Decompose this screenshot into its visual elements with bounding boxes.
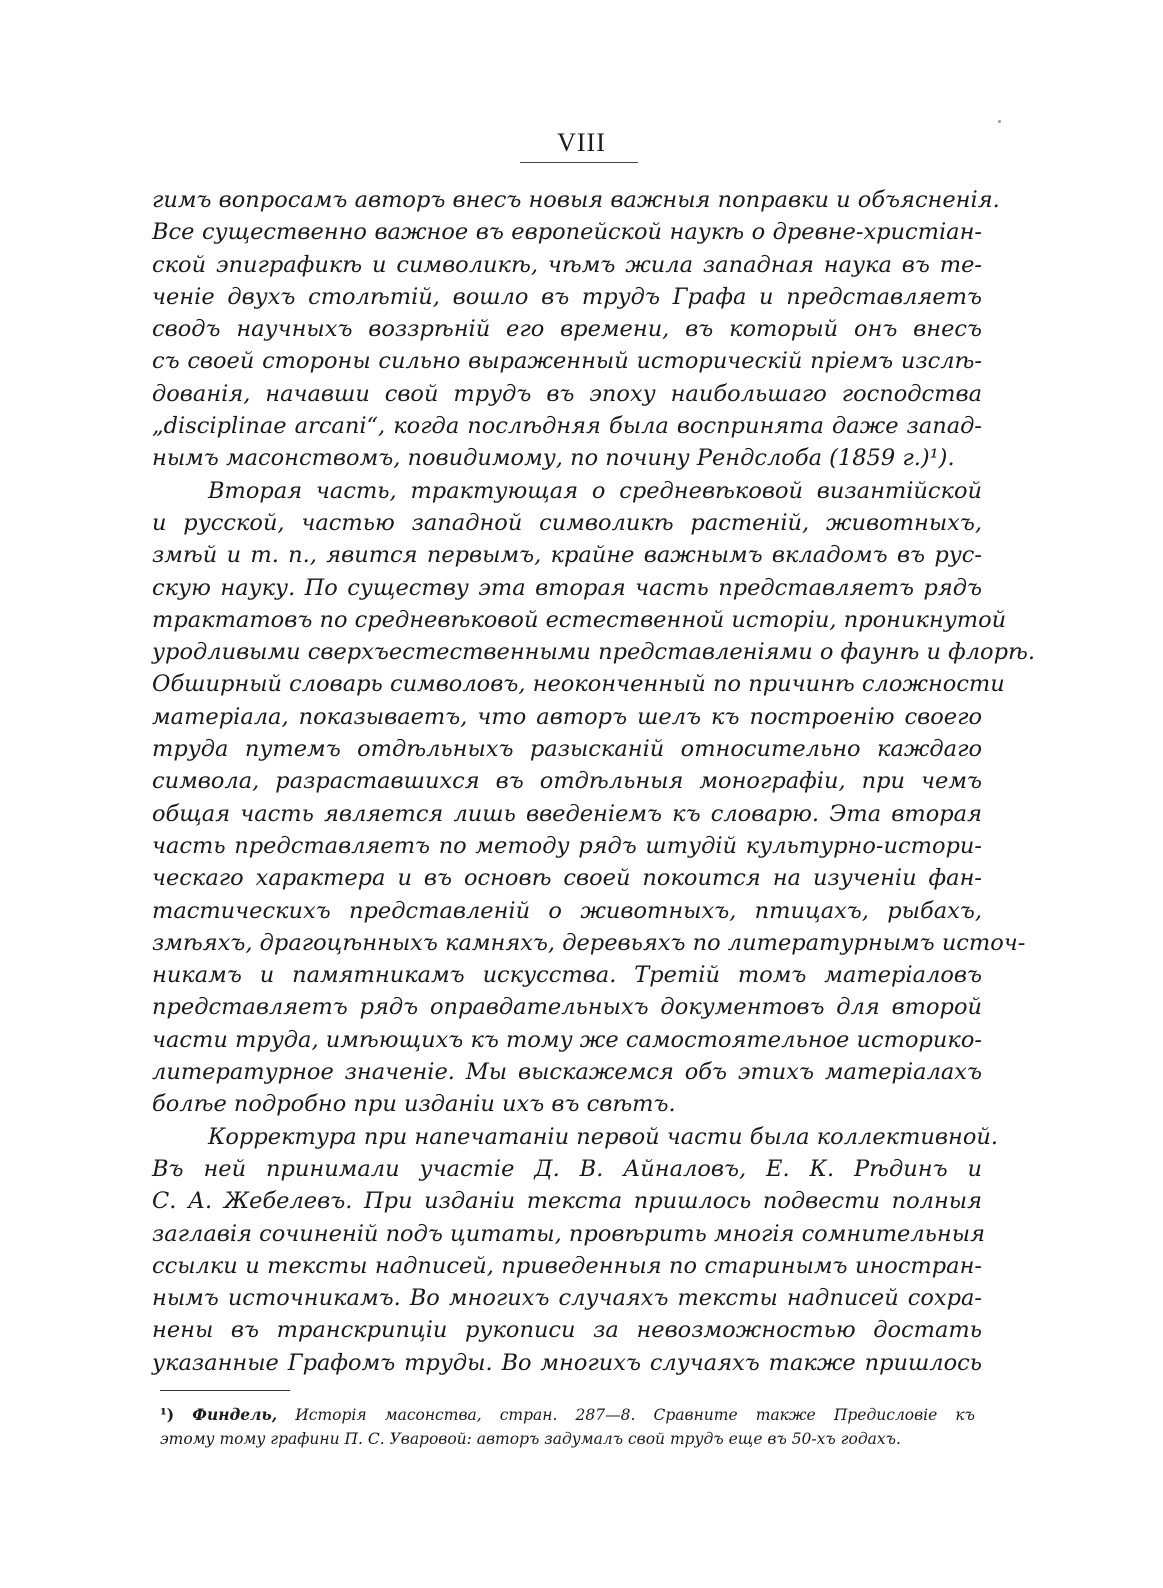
text-line: матеріала, показываетъ, что авторъ шелъ къ построенію своего bbox=[152, 703, 982, 730]
page-number: VIII bbox=[557, 128, 606, 157]
text-line: „disciplinae arcani“, когда послѣдняя была воспринята даже запад- bbox=[152, 413, 982, 440]
text-line: Все существенно важное въ европейской наукѣ о древне-христіан- bbox=[152, 219, 982, 246]
text-line: Корректура при напечатаніи первой части была коллективной. bbox=[208, 1123, 999, 1150]
text-line: общая часть является лишь введеніемъ къ словарю. Эта вторая bbox=[152, 800, 982, 827]
page-number-rule bbox=[520, 162, 638, 163]
footnote-author: Финдель, bbox=[192, 1405, 278, 1424]
text-line: указанные Графомъ труды. Во многихъ случаяхъ также пришлось bbox=[152, 1349, 982, 1376]
scan-speck bbox=[998, 120, 1001, 123]
text-line: скую науку. По существу эта вторая часть представляетъ рядъ bbox=[152, 574, 982, 601]
footnote-marker: ¹) bbox=[160, 1405, 175, 1424]
text-line: гимъ вопросамъ авторъ внесъ новыя важныя поправки и объясненія. bbox=[152, 187, 1000, 213]
text-line: Обширный словарь символовъ, неоконченный по причинѣ сложности bbox=[152, 671, 1005, 698]
text-line: змѣяхъ, драгоцѣнныхъ камняхъ, деревьяхъ по литературнымъ источ- bbox=[152, 929, 1026, 956]
text-line: представляетъ рядъ оправдательныхъ документовъ для второй bbox=[152, 994, 982, 1021]
text-line: и русской, частью западной символикѣ растеній, животныхъ, bbox=[152, 509, 982, 536]
footnote bbox=[160, 1402, 975, 1452]
footnote-rule bbox=[160, 1390, 290, 1391]
text-line: сводъ научныхъ воззрѣній его времени, въ который онъ внесъ bbox=[152, 316, 982, 343]
footnote-text: Исторія масонства, стран. 287—8. Сравните также Предисловіе къ bbox=[295, 1406, 975, 1424]
text-line: съ своей стороны сильно выраженный историческій пріемъ изслѣ- bbox=[152, 348, 982, 375]
paragraph-1 bbox=[152, 184, 1000, 475]
text-line: змѣй и т. п., явится первымъ, крайне важнымъ вкладомъ въ рус- bbox=[152, 542, 982, 569]
footnote-line-1 bbox=[160, 1402, 975, 1427]
text-line: С. А. Жебелевъ. При изданіи текста пришлось подвести полныя bbox=[152, 1188, 982, 1215]
text-line: тастическихъ представленій о животныхъ, птицахъ, рыбахъ, bbox=[152, 897, 982, 924]
body-text bbox=[152, 184, 1035, 1379]
text-line: ской эпиграфикѣ и символикѣ, чѣмъ жила западная наука въ те- bbox=[152, 251, 982, 278]
text-line: ченіе двухъ столѣтій, вошло въ трудъ Графа и представляетъ bbox=[152, 283, 982, 310]
text-line: уродливыми сверхъестественными представленіями о фаунѣ и флорѣ. bbox=[152, 639, 1035, 666]
text-line: Вторая часть, трактующая о средневѣковой византійской bbox=[208, 477, 982, 504]
text-line: литературное значеніе. Мы выскажемся объ этихъ матеріалахъ bbox=[152, 1059, 982, 1086]
footnote-line-2: этому тому графини П. С. Уваровой: авторъ задумалъ свой трудъ еще въ 50-хъ годахъ. bbox=[160, 1430, 901, 1448]
text-line: символа, разраставшихся въ отдѣльныя монографіи, при чемъ bbox=[152, 768, 982, 795]
text-line: ссылки и тексты надписей, приведенныя по старинымъ иностран- bbox=[152, 1252, 982, 1279]
text-line: часть представляетъ по методу рядъ штудій культурно-истори- bbox=[152, 832, 982, 859]
text-line: части труда, имѣющихъ къ тому же самостоятельное историко- bbox=[152, 1026, 982, 1053]
text-line: Въ ней принимали участіе Д. В. Айналовъ, Е. К. Рѣдинъ и bbox=[152, 1155, 982, 1182]
paragraph-3 bbox=[152, 1121, 999, 1379]
text-line: болѣе подробно при изданіи ихъ въ свѣтъ. bbox=[152, 1091, 676, 1118]
text-line: дованія, начавши свой трудъ въ эпоху наибольшаго господства bbox=[152, 380, 982, 407]
paragraph-2 bbox=[152, 475, 1035, 1121]
text-line: нены въ транскрипціи рукописи за невозможностью достать bbox=[152, 1317, 982, 1344]
text-line: заглавія сочиненій подъ цитаты, провѣрить многія сомнительныя bbox=[152, 1220, 985, 1247]
text-line: никамъ и памятникамъ искусства. Третій томъ матеріаловъ bbox=[152, 962, 982, 989]
text-line: ческаго характера и въ основѣ своей покоится на изученіи фан- bbox=[152, 865, 982, 892]
text-line: нымъ масонствомъ, повидимому, по почину Рендслоба (1859 г.)¹). bbox=[152, 445, 955, 472]
text-line: трактатовъ по средневѣковой естественной исторіи, проникнутой bbox=[152, 606, 1007, 633]
text-line: труда путемъ отдѣльныхъ разысканій относительно каждаго bbox=[152, 736, 982, 763]
text-line: нымъ источникамъ. Во многихъ случаяхъ тексты надписей сохра- bbox=[152, 1285, 982, 1312]
